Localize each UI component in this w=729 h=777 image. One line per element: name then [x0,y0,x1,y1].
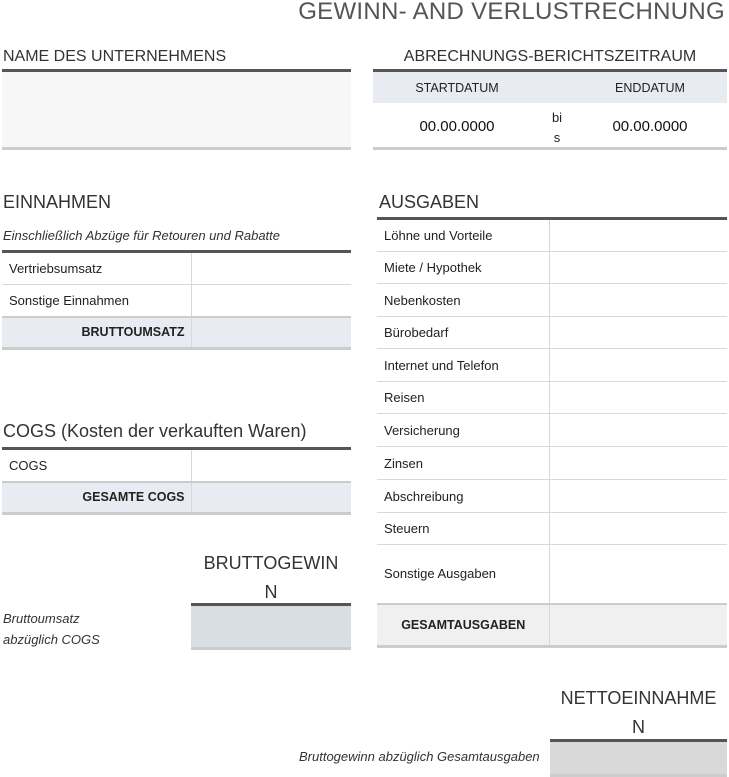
table-row [2,252,351,285]
expense-row-label: Sonstige Ausgaben [377,545,549,604]
date-separator-line1: bi [551,110,563,125]
table-row [377,317,727,349]
table-row [377,513,727,545]
expense-row-label: Abschreibung [377,480,549,513]
income-table [2,250,351,350]
net-income-heading-line1: NETTOEINNAHME [560,688,717,708]
table-row [377,414,727,447]
gross-profit-note [3,608,100,650]
cogs-total-value[interactable] [191,482,351,514]
expense-row-label: Bürobedarf [377,317,549,349]
table-row [377,219,727,252]
gross-profit-heading-line2: N [264,582,278,602]
expense-row-value[interactable] [549,252,727,284]
expense-row-label: Miete / Hypothek [377,252,549,284]
cogs-total-row [2,482,351,514]
expense-row-label: Internet und Telefon [377,349,549,382]
gross-profit-note-line2: abzüglich COGS [3,632,100,647]
gross-profit-value[interactable] [191,603,351,650]
table-row [377,447,727,480]
net-income-heading-line2: N [632,717,645,737]
cogs-row-label: COGS [2,449,191,482]
period-box [373,69,727,150]
cogs-row-value[interactable] [191,449,351,482]
expense-row-label: Versicherung [377,414,549,447]
expenses-table [377,217,727,648]
date-separator [541,108,573,148]
income-row-label: Sonstige Einnahmen [2,285,191,317]
end-date-label: ENDDATUM [615,81,685,95]
total-expenses-label: GESAMTAUSGABEN [377,604,549,647]
page-title: GEWINN- AND VERLUSTRECHNUNG [298,0,725,25]
income-row-value[interactable] [191,252,351,285]
gross-revenue-value[interactable] [191,317,351,349]
net-income-value[interactable] [550,739,727,777]
income-row-value[interactable] [191,285,351,317]
table-row [2,285,351,317]
income-row-label: Vertriebsumsatz [2,252,191,285]
income-note: Einschließlich Abzüge für Retouren und Rabatte [3,228,281,243]
gross-revenue-label: BRUTTOUMSATZ [2,317,191,349]
expense-row-value[interactable] [549,284,727,317]
cogs-heading: COGS (Kosten der verkauften Waren) [3,421,307,441]
table-row [377,545,727,604]
period-header-row [373,72,727,103]
gross-profit-heading-line1: BRUTTOGEWIN [203,553,339,573]
table-row [377,284,727,317]
table-row [2,449,351,482]
company-name-input[interactable] [2,69,351,150]
expense-row-value[interactable] [549,545,727,604]
net-income-note: Bruttogewinn abzüglich Gesamtausgaben [299,749,540,764]
income-heading: EINNAHMEN [3,192,112,212]
expense-row-value[interactable] [549,382,727,414]
table-row [377,252,727,284]
expense-row-value[interactable] [549,414,727,447]
gross-profit-note-line1: Bruttoumsatz [3,611,80,626]
total-expenses-value[interactable] [549,604,727,647]
period-label: ABRECHNUNGS-BERICHTSZEITRAUM [403,48,697,65]
gross-profit-heading [191,549,351,607]
income-total-row [2,317,351,349]
expense-row-label: Nebenkosten [377,284,549,317]
cogs-total-label: GESAMTE COGS [2,482,191,514]
start-date-input[interactable]: 00.00.0000 [419,118,495,135]
expense-row-value[interactable] [549,480,727,513]
expense-row-label: Zinsen [377,447,549,480]
expense-row-value[interactable] [549,513,727,545]
table-row [377,382,727,414]
expenses-heading: AUSGABEN [379,192,480,212]
expense-row-label: Steuern [377,513,549,545]
net-income-heading [550,684,727,742]
table-row [377,480,727,513]
expense-row-value[interactable] [549,317,727,349]
end-date-input[interactable]: 00.00.0000 [612,118,688,135]
expense-row-value[interactable] [549,219,727,252]
expense-row-value[interactable] [549,447,727,480]
start-date-label: STARTDATUM [415,81,499,95]
table-row [377,349,727,382]
expenses-total-row [377,604,727,647]
date-separator-line2: s [553,130,561,145]
expense-row-value[interactable] [549,349,727,382]
expense-row-label: Löhne und Vorteile [377,219,549,252]
company-name-label: NAME DES UNTERNEHMENS [3,48,227,65]
cogs-table [2,447,351,515]
expense-row-label: Reisen [377,382,549,414]
